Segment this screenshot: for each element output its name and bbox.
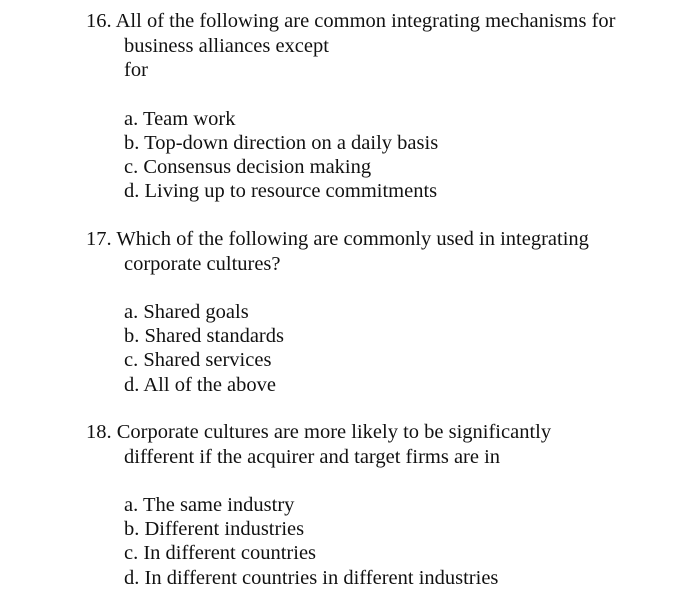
question-17-options [86, 300, 686, 397]
question-17-stem-text-1: Which of the following are commonly used in integrating [116, 228, 589, 250]
question-16-option-d: d. Living up to resource commitments [124, 180, 438, 203]
question-16-option-c: c. Consensus decision making [124, 155, 372, 178]
question-18-stem-text-1: Corporate cultures are more likely to be significantly [116, 421, 552, 443]
question-18-option-c: c. In different countries [124, 542, 317, 565]
question-16-number: 16. [86, 10, 112, 32]
question-16-stem-line-2: business alliances except [124, 34, 329, 57]
question-16-stem-text-1: All of the following are common integrating mechanisms for [115, 10, 616, 32]
question-18-option-d: d. In different countries in different industries [124, 566, 499, 589]
question-18-stem-line-1 [86, 420, 686, 445]
question-18-option-b: b. Different industries [124, 518, 305, 541]
question-17-option-c: c. Shared services [124, 349, 272, 372]
question-18-stem-line-2: different if the acquirer and target firms are in [124, 445, 501, 468]
question-17-number: 17. [86, 228, 112, 250]
question-16-option-b: b. Top-down direction on a daily basis [124, 131, 439, 154]
question-18-options [86, 493, 686, 590]
question-17-stem-line-2: corporate cultures? [124, 252, 281, 275]
question-16-stem-line-3: for [124, 59, 148, 81]
question-18 [86, 420, 686, 590]
question-18-option-a: a. The same industry [124, 494, 295, 516]
question-16-options [86, 107, 686, 204]
question-17 [86, 227, 686, 397]
question-17-option-d: d. All of the above [124, 373, 277, 396]
question-17-option-a: a. Shared goals [124, 301, 249, 323]
question-16-stem-line-1 [86, 9, 686, 34]
question-16-option-a: a. Team work [124, 107, 236, 130]
question-16 [86, 9, 686, 203]
question-17-stem-line-1 [86, 227, 686, 252]
question-18-number: 18. [86, 421, 112, 443]
question-17-option-b: b. Shared standards [124, 325, 284, 348]
